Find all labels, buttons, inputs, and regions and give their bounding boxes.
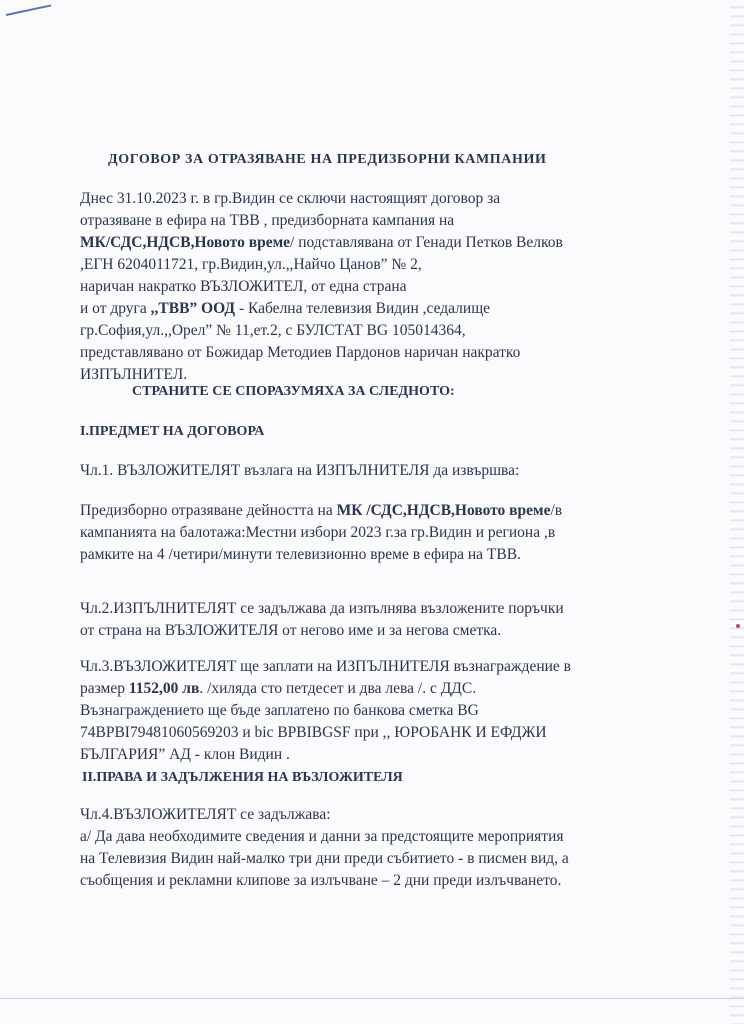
company-name: ,,ТВВ” ООД bbox=[150, 300, 236, 317]
scan-edge-noise bbox=[730, 0, 744, 1024]
document-title: ДОГОВОР ЗА ОТРАЗЯВАНЕ НА ПРЕДИЗБОРНИ КАМПАНИИ bbox=[108, 152, 547, 167]
party-name: МК/СДС,НДСВ,Новото време bbox=[80, 234, 291, 251]
intro-line: ,ЕГН 6204011721, гр.Видин,ул.,,Найчо Цанов” № 2, bbox=[80, 256, 422, 273]
ink-dot bbox=[736, 624, 740, 628]
article-4: Чл.4.ВЪЗЛОЖИТЕЛЯТ се задължава: а/ Да дава необходимите сведения и данни за предстоящите мероприятия на Телевизия Видин най-малко три дни преди събитието - в писмен вид, а съобщения и рекламни клипове за излъчване – 2 дни преди излъчването. bbox=[80, 806, 569, 889]
intro-line: отразяване в ефира на ТВВ , предизборната кампания на bbox=[80, 212, 455, 229]
intro-line: гр.София,ул.,,Орел” № 11,ет.2, с БУЛСТАТ BG 105014364, bbox=[80, 322, 466, 339]
amount: 1152,00 лв bbox=[128, 680, 200, 697]
intro-line: и от друга ,,ТВВ” ООД - Кабелна телевизия Видин ,седалище bbox=[80, 300, 491, 317]
section-1-heading: I.ПРЕДМЕТ НА ДОГОВОРА bbox=[80, 424, 265, 439]
article-2: Чл.2.ИЗПЪЛНИТЕЛЯТ се задължава да изпълнява възложените поръчки от страна на ВЪЗЛОЖИТЕЛЯ от негово име и за негова сметка. bbox=[80, 600, 564, 639]
page-bottom-line bbox=[0, 998, 744, 999]
section-2-heading: II.ПРАВА И ЗАДЪЛЖЕНИЯ НА ВЪЗЛОЖИТЕЛЯ bbox=[82, 770, 403, 785]
intro-line: наричан накратко ВЪЗЛОЖИТЕЛ, от една страна bbox=[80, 278, 407, 295]
intro-line: МК/СДС,НДСВ,Новото време/ подставлявана от Генади Петков Велков bbox=[80, 234, 563, 251]
intro-line: Днес 31.10.2023 г. в гр.Видин се сключи настоящият договор за bbox=[80, 190, 501, 207]
intro-paragraph bbox=[80, 188, 563, 386]
party-name: МК /СДС,НДСВ,Новото време bbox=[336, 502, 551, 519]
article-1: Чл.1. ВЪЗЛОЖИТЕЛЯТ възлага на ИЗПЪЛНИТЕЛЯ да извършва: bbox=[80, 462, 520, 479]
intro-line: ИЗПЪЛНИТЕЛ. bbox=[80, 366, 188, 383]
article-1-paragraph: Предизборно отразяване дейността на МК /СДС,НДСВ,Новото време/в кампанията на балотажа:Местни избори 2023 г.за гр.Видин и региона ,в рамките на 4 /четири/минути телевизионно време в ефира на ТВВ. bbox=[80, 502, 563, 563]
agreed-heading: СТРАНИТЕ СЕ СПОРАЗУМЯХА ЗА СЛЕДНОТО: bbox=[132, 384, 455, 399]
intro-line: представлявано от Божидар Методиев Пардонов наричан накратко bbox=[80, 344, 521, 361]
article-3: Чл.3.ВЪЗЛОЖИТЕЛЯТ ще заплати на ИЗПЪЛНИТЕЛЯ възнаграждение в размер 1152,00 лв. /хиляда сто петдесет и два лева /. с ДДС. Възнаграждението ще бъде заплатено по банкова сметка BG 74BPBI79481060569203 и bic BPBIBGSF при ,, ЮРОБАНК И ЕФДЖИ БЪЛГАРИЯ” АД - клон Видин . bbox=[80, 658, 571, 763]
pen-mark bbox=[6, 4, 51, 16]
